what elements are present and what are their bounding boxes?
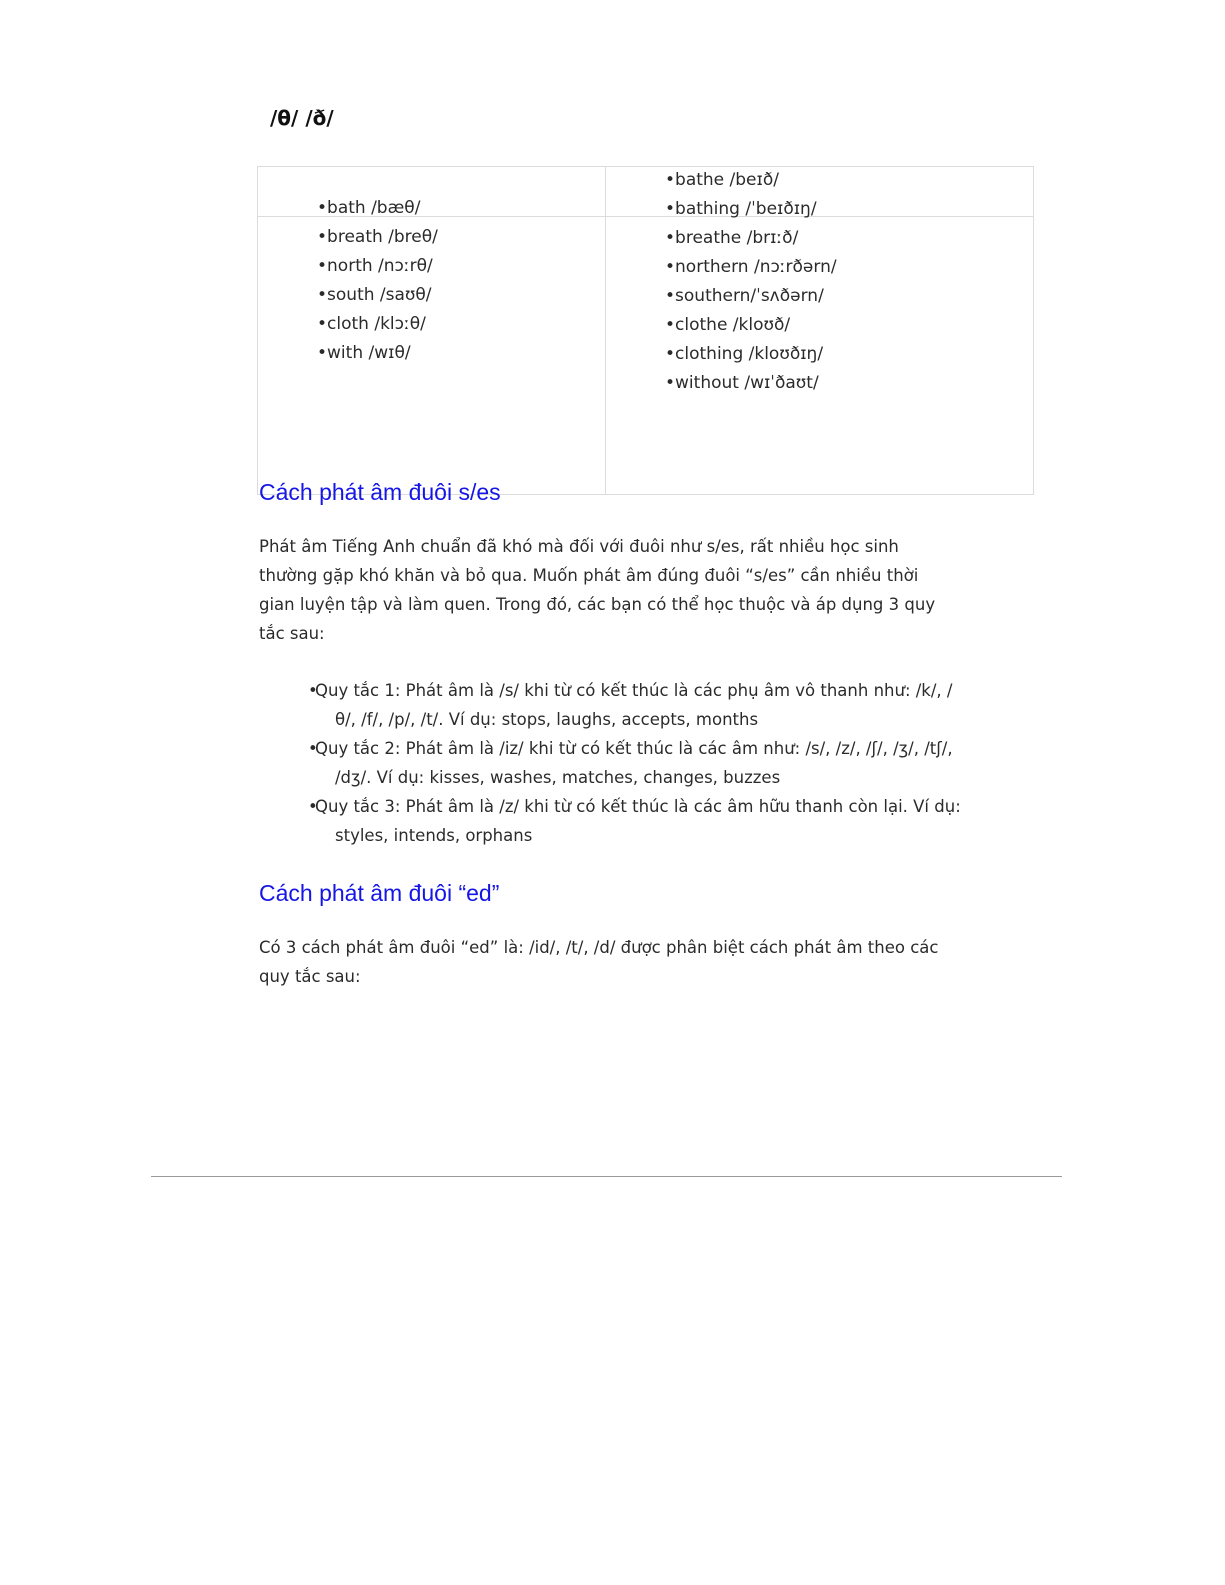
list-item: • without /wɪˈðaʊt/ <box>665 369 837 398</box>
rule-item: • Quy tắc 2: Phát âm là /iz/ khi từ có kết thúc là các âm như: /s/, /z/, /ʃ/, /ʒ/, /tʃ/, /dʒ/. Ví dụ: kisses, washes, matches, changes, buzzes <box>308 734 968 792</box>
page-divider <box>151 1176 1062 1177</box>
list-item: • north /nɔːrθ/ <box>317 252 438 281</box>
list-item: • northern /nɔːrðərn/ <box>665 253 837 282</box>
list-item: • clothing /kloʊðɪŋ/ <box>665 340 837 369</box>
theta-word-list <box>317 194 438 368</box>
list-item: • with /wɪθ/ <box>317 339 438 368</box>
section-intro-s-es: Phát âm Tiếng Anh chuẩn đã khó mà đối với đuôi như s/es, rất nhiều học sinh thường gặp khó khăn và bỏ qua. Muốn phát âm đúng đuôi “s/es” cần nhiều thời gian luyện tập và làm quen. Trong đó, các bạn có thể học thuộc và áp dụng 3 quy tắc sau: <box>259 537 936 643</box>
rule-item: • Quy tắc 1: Phát âm là /s/ khi từ có kết thúc là các phụ âm vô thanh như: /k/, /θ/, /f/, /p/, /t/. Ví dụ: stops, laughs, accepts, months <box>308 676 968 734</box>
table-column-divider <box>605 167 606 494</box>
list-item: • southern/ˈsʌðərn/ <box>665 282 837 311</box>
word-pair-table <box>257 166 1034 495</box>
list-item: • cloth /klɔːθ/ <box>317 310 438 339</box>
list-item: • bath /bæθ/ <box>317 194 438 223</box>
list-item: • clothe /kloʊð/ <box>665 311 837 340</box>
phoneme-heading: /θ/ /ð/ <box>270 106 334 130</box>
list-item: • breath /breθ/ <box>317 223 438 252</box>
section-intro-ed: Có 3 cách phát âm đuôi “ed” là: /id/, /t/, /d/ được phân biệt cách phát âm theo các quy tắc sau: <box>259 938 939 986</box>
rules-list <box>308 676 968 850</box>
list-item: • bathe /beɪð/ <box>665 166 837 195</box>
section-title-ed: Cách phát âm đuôi “ed” <box>259 880 500 906</box>
eth-word-list <box>665 166 837 398</box>
list-item: • bathing /ˈbeɪðɪŋ/ <box>665 195 837 224</box>
section-title-s-es: Cách phát âm đuôi s/es <box>259 479 501 505</box>
rule-item: • Quy tắc 3: Phát âm là /z/ khi từ có kết thúc là các âm hữu thanh còn lại. Ví dụ: styles, intends, orphans <box>308 792 968 850</box>
list-item: • breathe /brɪːð/ <box>665 224 837 253</box>
list-item: • south /saʊθ/ <box>317 281 438 310</box>
